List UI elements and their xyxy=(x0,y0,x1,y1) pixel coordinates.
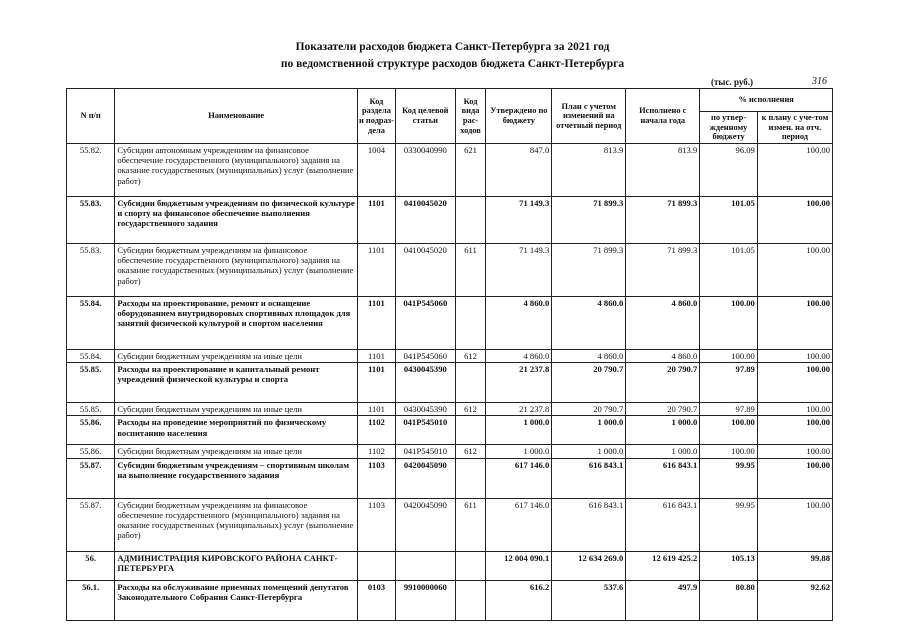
header-executed: Исполнено с начала года xyxy=(626,89,700,144)
table-row xyxy=(67,197,833,244)
report-subtitle: по ведомственной структуре расходов бюджета Санкт-Петербурга xyxy=(280,58,625,70)
row-executed: 1 000.0 xyxy=(626,445,700,458)
row-pct-plan: 100.00 xyxy=(757,498,832,551)
row-executed: 497.9 xyxy=(626,580,700,620)
row-name: Субсидии бюджетным учреждениям на иные цели xyxy=(115,403,358,416)
row-approved: 616.2 xyxy=(486,580,552,620)
row-section-code: 1101 xyxy=(357,244,395,297)
row-pct-approved: 100.00 xyxy=(700,297,758,350)
row-expense-type-code xyxy=(455,363,486,403)
row-pct-plan: 92.62 xyxy=(757,580,832,620)
row-name: Субсидии бюджетным учреждениям на финансовое обеспечение государственного (муниципального) задания на оказание государственных (муниципальных) услуг (выполнение работ) xyxy=(115,244,358,297)
row-name: Расходы на проведение мероприятий по физическому воспитанию населения xyxy=(115,416,358,445)
row-section-code: 1004 xyxy=(357,144,395,197)
row-name: Расходы на проектирование, ремонт и оснащение оборудованием внутридворовых спортивных площадок для занятий физической культурой и спортом населения xyxy=(115,297,358,350)
row-expense-type-code: 611 xyxy=(455,498,486,551)
row-plan: 616 843.1 xyxy=(552,498,626,551)
row-num: 55.82. xyxy=(67,144,115,197)
row-expense-type-code xyxy=(455,458,486,498)
row-executed: 4 860.0 xyxy=(626,350,700,363)
header-section: Код раздела и подраз-дела xyxy=(357,89,395,144)
page-number: 316 xyxy=(812,76,827,87)
row-plan: 616 843.1 xyxy=(552,458,626,498)
row-target-code: 0410045020 xyxy=(395,244,455,297)
row-target-code: 041P545060 xyxy=(395,350,455,363)
row-target-code: 0420045090 xyxy=(395,498,455,551)
row-approved: 21 237.8 xyxy=(486,363,552,403)
row-target-code: 041P545010 xyxy=(395,416,455,445)
header-exptype: Код вида рас-ходов xyxy=(455,89,486,144)
row-pct-approved: 101.05 xyxy=(700,197,758,244)
row-num: 55.85. xyxy=(67,403,115,416)
header-pct-plan: к плану с уче-том измен. на отч. период xyxy=(757,112,832,144)
row-target-code: 9910000060 xyxy=(395,580,455,620)
row-expense-type-code: 611 xyxy=(455,244,486,297)
row-name: Субсидии бюджетным учреждениям – спортивным школам на выполнение государственного задания xyxy=(115,458,358,498)
row-num: 55.84. xyxy=(67,297,115,350)
row-approved: 4 860.0 xyxy=(486,297,552,350)
row-num: 55.83. xyxy=(67,197,115,244)
row-pct-plan: 100.00 xyxy=(757,350,832,363)
table-row xyxy=(67,350,833,363)
table-row xyxy=(67,403,833,416)
row-plan: 71 899.3 xyxy=(552,244,626,297)
row-name: Расходы на проектирование и капитальный ремонт учреждений физической культуры и спорта xyxy=(115,363,358,403)
row-approved: 847.0 xyxy=(486,144,552,197)
row-num: 56.1. xyxy=(67,580,115,620)
row-approved: 12 004 090.1 xyxy=(486,551,552,580)
row-num: 55.85. xyxy=(67,363,115,403)
row-target-code xyxy=(395,551,455,580)
row-expense-type-code: 612 xyxy=(455,445,486,458)
row-pct-plan: 100.00 xyxy=(757,363,832,403)
row-num: 55.87. xyxy=(67,498,115,551)
table-row xyxy=(67,416,833,445)
row-executed: 71 899.3 xyxy=(626,244,700,297)
row-expense-type-code: 612 xyxy=(455,403,486,416)
row-section-code: 1101 xyxy=(357,403,395,416)
table-row xyxy=(67,498,833,551)
row-executed: 616 843.1 xyxy=(626,498,700,551)
report-title: Показатели расходов бюджета Санкт-Петербурга за 2021 год xyxy=(295,41,610,53)
row-plan: 4 860.0 xyxy=(552,350,626,363)
row-pct-plan: 100.00 xyxy=(757,297,832,350)
row-pct-plan: 100.00 xyxy=(757,458,832,498)
row-plan: 1 000.0 xyxy=(552,416,626,445)
row-num: 55.87. xyxy=(67,458,115,498)
unit-label: (тыс. руб.) xyxy=(711,77,753,87)
row-pct-plan: 100.00 xyxy=(757,244,832,297)
row-approved: 617 146.0 xyxy=(486,498,552,551)
row-target-code: 0430045390 xyxy=(395,403,455,416)
row-pct-plan: 100.00 xyxy=(757,403,832,416)
table-row xyxy=(67,363,833,403)
row-pct-plan: 100.00 xyxy=(757,144,832,197)
row-pct-plan: 100.00 xyxy=(757,197,832,244)
expenditure-table xyxy=(66,88,833,621)
row-plan: 813.9 xyxy=(552,144,626,197)
row-approved: 71 149.3 xyxy=(486,244,552,297)
row-target-code: 0430045390 xyxy=(395,363,455,403)
row-section-code: 0103 xyxy=(357,580,395,620)
row-target-code: 0420045090 xyxy=(395,458,455,498)
row-pct-approved: 96.09 xyxy=(700,144,758,197)
row-pct-approved: 80.80 xyxy=(700,580,758,620)
row-section-code: 1101 xyxy=(357,350,395,363)
table-row xyxy=(67,580,833,620)
row-pct-approved: 99.95 xyxy=(700,458,758,498)
header-name: Наименование xyxy=(115,89,358,144)
row-section-code: 1101 xyxy=(357,363,395,403)
row-pct-approved: 100.00 xyxy=(700,416,758,445)
row-approved: 1 000.0 xyxy=(486,416,552,445)
row-pct-plan: 100.00 xyxy=(757,416,832,445)
row-name: Субсидии бюджетным учреждениям на финансовое обеспечение государственного (муниципального) задания на оказание государственных (муниципальных) услуг (выполнение работ) xyxy=(115,498,358,551)
row-executed: 813.9 xyxy=(626,144,700,197)
row-section-code: 1102 xyxy=(357,445,395,458)
table-body xyxy=(67,144,833,621)
row-approved: 4 860.0 xyxy=(486,350,552,363)
row-expense-type-code: 621 xyxy=(455,144,486,197)
table-row xyxy=(67,445,833,458)
row-plan: 20 790.7 xyxy=(552,403,626,416)
row-pct-approved: 100.00 xyxy=(700,445,758,458)
row-plan: 4 860.0 xyxy=(552,297,626,350)
table-row xyxy=(67,458,833,498)
row-num: 55.86. xyxy=(67,416,115,445)
row-target-code: 0330040990 xyxy=(395,144,455,197)
row-section-code: 1101 xyxy=(357,197,395,244)
row-name: Субсидии бюджетным учреждениям на иные цели xyxy=(115,350,358,363)
row-plan: 537.6 xyxy=(552,580,626,620)
row-name: АДМИНИСТРАЦИЯ КИРОВСКОГО РАЙОНА САНКТ-ПЕТЕРБУРГА xyxy=(115,551,358,580)
row-expense-type-code xyxy=(455,580,486,620)
row-approved: 71 149.3 xyxy=(486,197,552,244)
row-expense-type-code: 612 xyxy=(455,350,486,363)
row-name: Субсидии бюджетным учреждениям по физической культуре и спорту на финансовое обеспечение выполнения государственного задания xyxy=(115,197,358,244)
row-executed: 71 899.3 xyxy=(626,197,700,244)
row-num: 56. xyxy=(67,551,115,580)
row-executed: 616 843.1 xyxy=(626,458,700,498)
row-name: Расходы на обслуживание приемных помещений депутатов Законодательного Собрания Санкт-Петербурга xyxy=(115,580,358,620)
row-approved: 617 146.0 xyxy=(486,458,552,498)
table-row xyxy=(67,551,833,580)
row-executed: 4 860.0 xyxy=(626,297,700,350)
row-pct-plan: 99.88 xyxy=(757,551,832,580)
header-target: Код целевой статьи xyxy=(395,89,455,144)
row-pct-approved: 105.13 xyxy=(700,551,758,580)
header-approved: Утверждено по бюджету xyxy=(486,89,552,144)
row-pct-approved: 99.95 xyxy=(700,498,758,551)
row-num: 55.83. xyxy=(67,244,115,297)
row-num: 55.84. xyxy=(67,350,115,363)
row-pct-approved: 97.89 xyxy=(700,403,758,416)
row-expense-type-code xyxy=(455,551,486,580)
row-pct-approved: 97.89 xyxy=(700,363,758,403)
table-row xyxy=(67,244,833,297)
row-name: Субсидии бюджетным учреждениям на иные цели xyxy=(115,445,358,458)
row-approved: 1 000.0 xyxy=(486,445,552,458)
row-name: Субсидии автономным учреждениям на финансовое обеспечение государственного (муниципального) задания на оказание государственных (муниципальных) услуг (выполнение работ) xyxy=(115,144,358,197)
row-expense-type-code xyxy=(455,416,486,445)
table-row xyxy=(67,144,833,197)
row-section-code: 1103 xyxy=(357,458,395,498)
row-executed: 12 619 425.2 xyxy=(626,551,700,580)
row-pct-approved: 100.00 xyxy=(700,350,758,363)
row-executed: 1 000.0 xyxy=(626,416,700,445)
header-pct-approved: по утвер-жденному бюджету xyxy=(700,112,758,144)
row-plan: 20 790.7 xyxy=(552,363,626,403)
row-pct-plan: 100.00 xyxy=(757,445,832,458)
row-section-code: 1103 xyxy=(357,498,395,551)
row-num: 55.86. xyxy=(67,445,115,458)
row-expense-type-code xyxy=(455,297,486,350)
table-row xyxy=(67,297,833,350)
row-target-code: 0410045020 xyxy=(395,197,455,244)
row-executed: 20 790.7 xyxy=(626,403,700,416)
row-section-code: 1102 xyxy=(357,416,395,445)
row-executed: 20 790.7 xyxy=(626,363,700,403)
header-plan: План с учетом изменений на отчетный период xyxy=(552,89,626,144)
row-target-code: 041P545060 xyxy=(395,297,455,350)
row-expense-type-code xyxy=(455,197,486,244)
row-plan: 1 000.0 xyxy=(552,445,626,458)
row-approved: 21 237.8 xyxy=(486,403,552,416)
row-plan: 71 899.3 xyxy=(552,197,626,244)
row-section-code: 1101 xyxy=(357,297,395,350)
header-pct-group: % исполнения xyxy=(700,89,833,112)
header-num: N п/п xyxy=(67,89,115,144)
row-target-code: 041P545010 xyxy=(395,445,455,458)
row-pct-approved: 101.05 xyxy=(700,244,758,297)
row-plan: 12 634 269.0 xyxy=(552,551,626,580)
row-section-code xyxy=(357,551,395,580)
